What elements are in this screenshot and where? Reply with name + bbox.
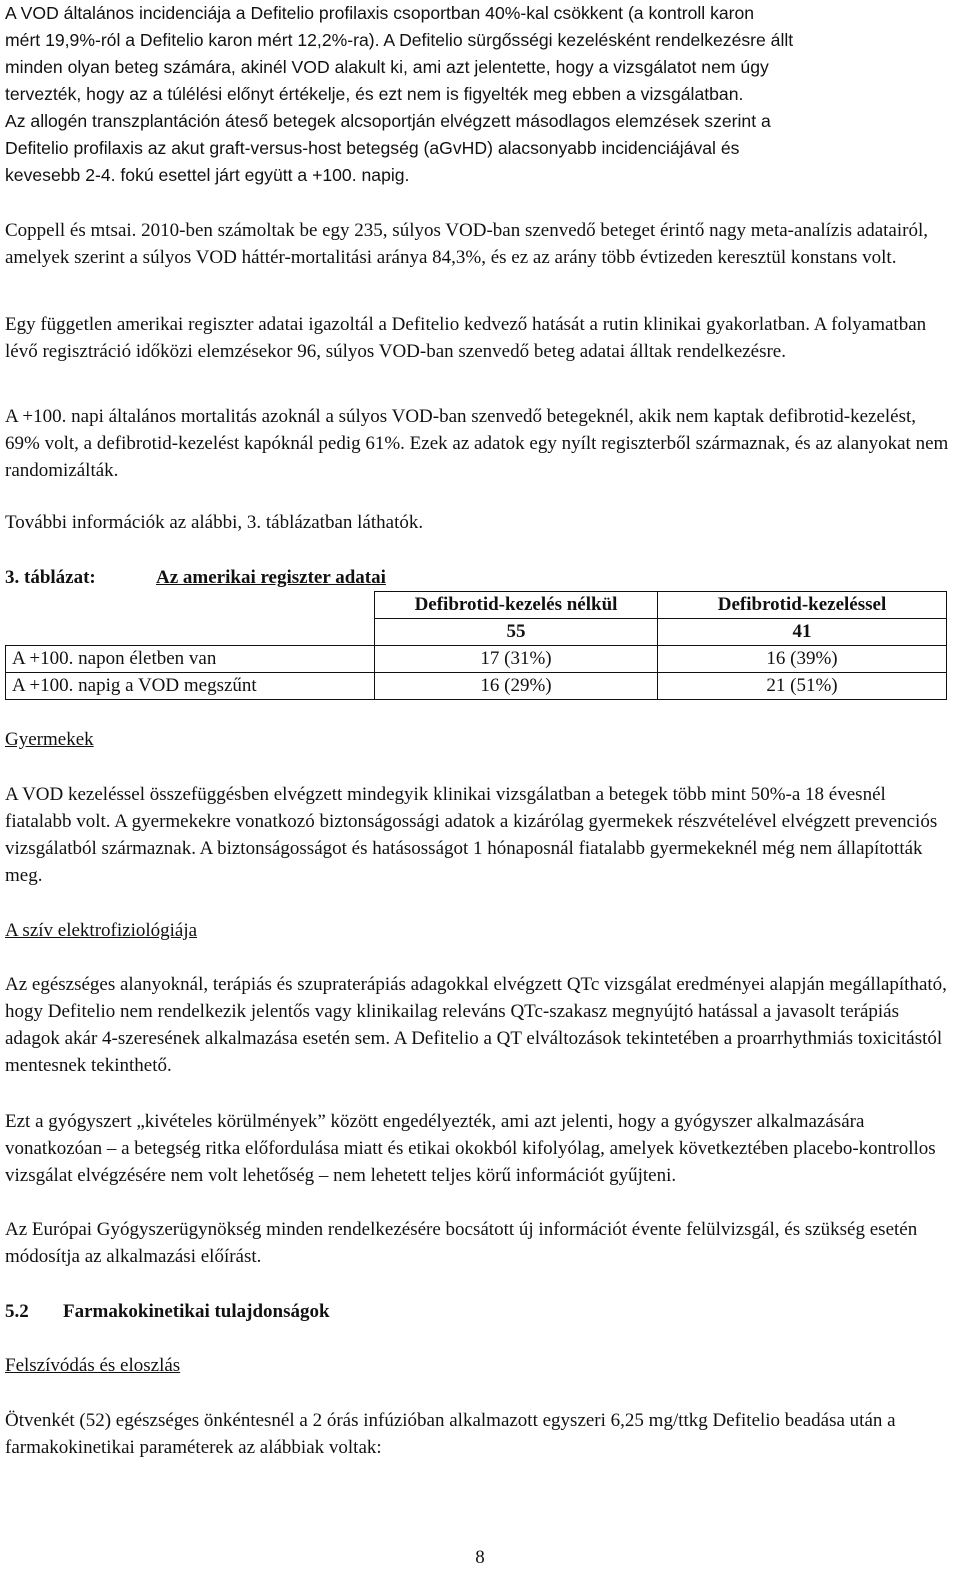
table-header-row <box>6 592 947 619</box>
cell-without: 17 (31%) <box>375 646 658 673</box>
intro-line: minden olyan beteg számára, akinél VOD alakult ki, ami azt jelentette, hogy a vizsgálatot nem úgy <box>5 57 769 77</box>
cardiac-paragraph: Az egészséges alanyoknál, terápiás és szupraterápiás adagokkal elvégzett QTc vizsgálat eredményei alapján megállapítható, hogy Defitelio nem rendelkezik jelentős vagy klinikailag releváns QTc-szakasz megnyújtó hatással a javasolt terápiás adagok akár 4-szeresének alkalmazása esetén sem. A Defitelio a QT elváltozások tekintetében a proarrhythmiás toxicitástól mentesnek tekinthető. <box>5 974 947 1076</box>
intro-line: A VOD általános incidenciája a Defitelio profilaxis csoportban 40%-kal csökkent (a kontroll karon <box>5 3 755 23</box>
table-caption <box>5 564 386 591</box>
table-number: 3. táblázat: <box>5 567 96 588</box>
table-count-row <box>6 619 947 646</box>
cardiac-heading: A szív elektrofiziológiája <box>5 920 198 941</box>
header-without-treatment: Defibrotid-kezelés nélkül <box>375 592 658 619</box>
table-title: Az amerikai regiszter adatai <box>156 567 386 588</box>
section-number: 5.2 <box>5 1301 29 1322</box>
header-with-treatment: Defibrotid-kezeléssel <box>658 592 947 619</box>
page-number: 8 <box>475 1547 485 1568</box>
cell-without: 16 (29%) <box>375 673 658 700</box>
intro-line: kevesebb 2-4. fokú esettel járt együtt a +100. napig. <box>5 165 410 185</box>
registry-table <box>5 591 947 700</box>
intro-paragraph <box>5 0 955 189</box>
count-without: 55 <box>375 619 658 646</box>
children-heading: Gyermekek <box>5 729 94 750</box>
registry-paragraph: Egy független amerikai regiszter adatai igazoltál a Defitelio kedvező hatását a rutin klinikai gyakorlatban. A folyamatban lévő regisztráció időközi elemzésekor 96, súlyos VOD-ban szenvedő beteg adatai álltak rendelkezésre. <box>5 314 927 362</box>
intro-line: tervezték, hogy az a túlélési előnyt értékelje, és ezt nem is figyelték meg ebben a vizsgálatban. <box>5 84 744 104</box>
exceptional-circumstances-paragraph: Ezt a gyógyszert „kivételes körülmények” között engedélyezték, ami azt jelenti, hogy a gyógyszer alkalmazására vonatkozóan – a betegség ritka előfordulása miatt és etikai okokból kifolyólag, amelyek következtében placebo-kontrollos vizsgálat elvégzésére nem volt lehetőség – nem lehetett teljes körű információt gyűjteni. <box>5 1111 936 1186</box>
absorption-paragraph: Ötvenkét (52) egészséges önkéntesnél a 2 órás infúzióban alkalmazott egyszeri 6,25 mg/ttkg Defitelio beadása után a farmakokinetikai paraméterek az alábbiak voltak: <box>5 1410 896 1458</box>
section-heading <box>5 1298 330 1325</box>
intro-line: Az allogén transzplantáción áteső betegek alcsoportján elvégzett másodlagos elemzések szerint a <box>5 111 771 131</box>
intro-line: mért 19,9%-ról a Defitelio karon mért 12,2%-ra). A Defitelio sürgősségi kezelésként rendelkezésre állt <box>5 30 794 50</box>
cell-with: 16 (39%) <box>658 646 947 673</box>
row-label: A +100. napig a VOD megszűnt <box>6 673 375 700</box>
absorption-heading: Felszívódás és eloszlás <box>5 1355 181 1376</box>
row-label: A +100. napon életben van <box>6 646 375 673</box>
cell-with: 21 (51%) <box>658 673 947 700</box>
further-info-paragraph: További információk az alábbi, 3. táblázatban láthatók. <box>5 512 424 533</box>
children-paragraph: A VOD kezeléssel összefüggésben elvégzett mindegyik klinikai vizsgálatban a betegek több mint 50%-a 18 évesnél fiatalabb volt. A gyermekekre vonatkozó biztonságossági adatok a kizárólag gyermekek részvételével elvégzett prevenciós vizsgálatból származnak. A biztonságosságot és hatásosságot 1 hónaposnál fiatalabb gyermekeknél még nem állapították meg. <box>5 784 938 886</box>
coppell-paragraph: Coppell és mtsai. 2010-ben számoltak be egy 235, súlyos VOD-ban szenvedő beteget érintő nagy meta-analízis adatairól, amelyek szerint a súlyos VOD háttér-mortalitási aránya 84,3%, és ez az arány több évtizeden keresztül konstans volt. <box>5 220 929 268</box>
count-with: 41 <box>658 619 947 646</box>
ema-paragraph: Az Európai Gyógyszerügynökség minden rendelkezésére bocsátott új információt évente felülvizsgál, és szükség esetén módosítja az alkalmazási előírást. <box>5 1219 918 1267</box>
table-row <box>6 673 947 700</box>
section-title: Farmakokinetikai tulajdonságok <box>63 1301 330 1322</box>
table-row <box>6 646 947 673</box>
mortality-paragraph: A +100. napi általános mortalitás azoknál a súlyos VOD-ban szenvedő betegeknél, akik nem kaptak defibrotid-kezelést, 69% volt, a defibrotid-kezelést kapóknál pedig 61%. Ezek az adatok egy nyílt regiszterből származnak, és az alanyokat nem randomizálták. <box>5 406 949 481</box>
intro-line: Defitelio profilaxis az akut graft-versus-host betegség (aGvHD) alacsonyabb incidenciájával és <box>5 138 740 158</box>
